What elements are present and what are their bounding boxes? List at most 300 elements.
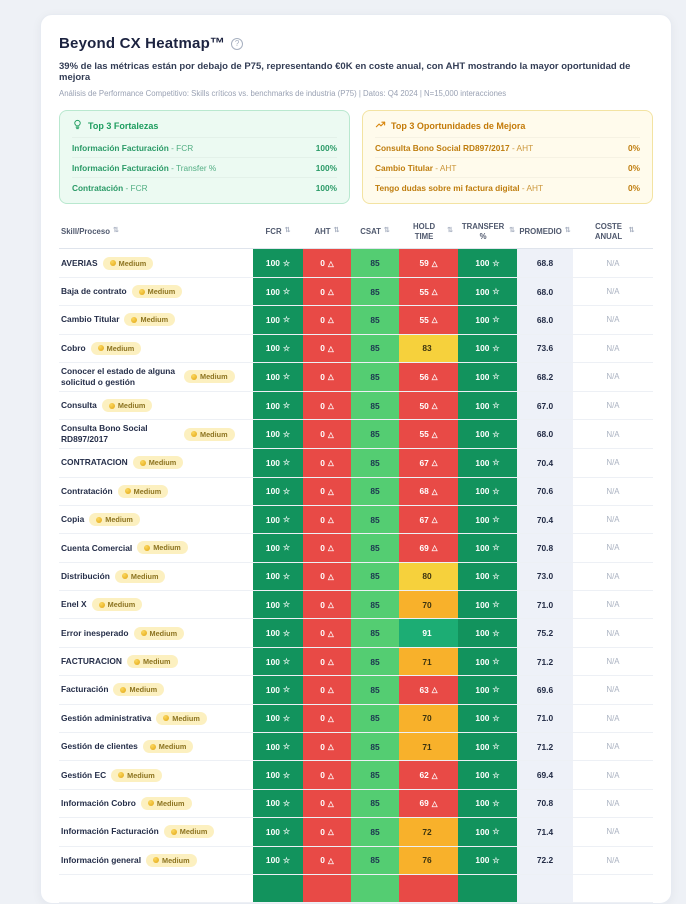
warning-icon: △ bbox=[327, 798, 334, 808]
aht-cell: 0 △ bbox=[303, 648, 351, 675]
star-icon: ☆ bbox=[282, 429, 291, 439]
star-icon: ☆ bbox=[492, 742, 500, 752]
skill-label: Enel X bbox=[61, 599, 87, 610]
badge-label: Medium bbox=[200, 372, 228, 382]
transfer-cell: 100 ☆ bbox=[458, 676, 517, 703]
column-header-skill[interactable]: Skill/Proceso ⇅ bbox=[61, 226, 119, 236]
promedio-cell: 73.0 bbox=[517, 563, 573, 590]
fcr-cell: 100 ☆ bbox=[253, 335, 303, 362]
csat-cell: 85 bbox=[351, 278, 399, 305]
promedio-cell: 70.8 bbox=[517, 790, 573, 817]
fcr-cell: 100 ☆ bbox=[253, 306, 303, 333]
box-list-item bbox=[375, 177, 640, 197]
coste-anual-cell: N/A bbox=[606, 343, 620, 353]
warning-icon: △ bbox=[327, 515, 334, 525]
aht-cell: 0 △ bbox=[303, 249, 351, 276]
medium-badge bbox=[143, 740, 194, 753]
medium-badge bbox=[113, 683, 164, 696]
badge-dot-icon bbox=[148, 800, 154, 806]
badge-dot-icon bbox=[98, 345, 104, 351]
box-item-label: Consulta Bono Social RD897/2017 - AHT bbox=[375, 142, 534, 153]
heatmap-table-body bbox=[59, 249, 653, 903]
star-icon: ☆ bbox=[282, 515, 291, 525]
aht-cell: 0 △ bbox=[303, 420, 351, 448]
badge-label: Medium bbox=[149, 628, 178, 638]
column-header-hold-time[interactable]: HOLD TIME ⇅ bbox=[413, 222, 453, 241]
transfer-cell: 100 ☆ bbox=[458, 563, 517, 590]
skill-cell bbox=[59, 761, 253, 788]
strengths-box bbox=[59, 110, 350, 204]
badge-dot-icon bbox=[125, 488, 131, 494]
star-icon: ☆ bbox=[282, 713, 291, 723]
promedio-cell: 70.6 bbox=[517, 478, 573, 505]
warning-icon: △ bbox=[431, 486, 438, 496]
fcr-cell: 100 ☆ bbox=[253, 506, 303, 533]
coste-anual-cell: N/A bbox=[606, 486, 620, 496]
aht-cell: 0 △ bbox=[303, 363, 351, 391]
coste-anual-cell: N/A bbox=[606, 798, 620, 808]
skill-cell bbox=[59, 790, 253, 817]
warning-icon: △ bbox=[327, 258, 334, 268]
csat-cell: 85 bbox=[351, 847, 399, 874]
fcr-cell: 100 ☆ bbox=[253, 847, 303, 874]
medium-badge bbox=[91, 342, 142, 355]
badge-label: Medium bbox=[129, 685, 158, 695]
star-icon: ☆ bbox=[282, 742, 291, 752]
strengths-title: Top 3 Fortalezas bbox=[88, 120, 159, 131]
csat-cell: 85 bbox=[351, 449, 399, 476]
promedio-cell: 68.2 bbox=[517, 363, 573, 391]
csat-cell: 85 bbox=[351, 478, 399, 505]
promedio-cell: 70.4 bbox=[517, 506, 573, 533]
transfer-cell: 100 ☆ bbox=[458, 534, 517, 561]
table-row bbox=[59, 449, 653, 477]
coste-anual-cell: N/A bbox=[606, 258, 620, 268]
sort-icon: ⇅ bbox=[333, 227, 340, 235]
csat-cell: 85 bbox=[351, 619, 399, 646]
promedio-cell bbox=[517, 875, 573, 902]
warning-icon: △ bbox=[431, 315, 438, 325]
medium-badge bbox=[111, 769, 162, 782]
medium-badge bbox=[146, 854, 197, 867]
box-item-label: Contratación - FCR bbox=[72, 182, 148, 193]
column-header-coste-anual[interactable]: COSTE ANUAL ⇅ bbox=[594, 222, 635, 241]
star-icon: ☆ bbox=[492, 429, 500, 439]
box-item-value: 100% bbox=[315, 162, 337, 173]
star-icon: ☆ bbox=[282, 315, 291, 325]
transfer-cell: 100 ☆ bbox=[458, 591, 517, 618]
skill-cell bbox=[59, 363, 253, 391]
promedio-cell: 72.2 bbox=[517, 847, 573, 874]
skill-cell bbox=[59, 534, 253, 561]
csat-cell: 85 bbox=[351, 506, 399, 533]
star-icon: ☆ bbox=[282, 401, 291, 411]
column-header-csat[interactable]: CSAT ⇅ bbox=[360, 226, 390, 236]
warning-icon: △ bbox=[327, 429, 334, 439]
column-header-transfer[interactable]: TRANSFER % ⇅ bbox=[461, 222, 515, 241]
lightbulb-icon bbox=[72, 119, 83, 132]
star-icon: ☆ bbox=[492, 571, 500, 581]
transfer-cell: 100 ☆ bbox=[458, 449, 517, 476]
badge-dot-icon bbox=[96, 517, 102, 523]
skill-cell bbox=[59, 278, 253, 305]
star-icon: ☆ bbox=[492, 827, 500, 837]
table-row bbox=[59, 278, 653, 306]
csat-cell: 85 bbox=[351, 648, 399, 675]
warning-icon: △ bbox=[431, 287, 438, 297]
warning-icon: △ bbox=[431, 372, 438, 382]
table-row bbox=[59, 392, 653, 420]
coste-anual-cell: N/A bbox=[606, 855, 620, 865]
hold-time-cell: 71 bbox=[399, 648, 458, 675]
fcr-cell: 100 ☆ bbox=[253, 648, 303, 675]
sort-icon: ⇅ bbox=[447, 227, 453, 235]
skill-label: AVERIAS bbox=[61, 257, 98, 268]
star-icon: ☆ bbox=[492, 458, 500, 468]
star-icon: ☆ bbox=[492, 372, 500, 382]
badge-label: Medium bbox=[142, 657, 171, 667]
medium-badge bbox=[92, 598, 143, 611]
hold-time-cell: 55 △ bbox=[399, 278, 458, 305]
badge-label: Medium bbox=[133, 486, 162, 496]
promedio-cell: 68.0 bbox=[517, 420, 573, 448]
transfer-cell bbox=[458, 875, 517, 902]
star-icon: ☆ bbox=[282, 827, 291, 837]
coste-anual-cell: N/A bbox=[606, 372, 620, 382]
promedio-cell: 68.0 bbox=[517, 278, 573, 305]
badge-dot-icon bbox=[131, 317, 137, 323]
hold-time-cell: 59 △ bbox=[399, 249, 458, 276]
aht-cell: 0 △ bbox=[303, 306, 351, 333]
skill-label: Cambio Titular bbox=[61, 314, 120, 325]
promedio-cell: 70.8 bbox=[517, 534, 573, 561]
star-icon: ☆ bbox=[282, 628, 291, 638]
hold-time-cell: 68 △ bbox=[399, 478, 458, 505]
aht-cell: 0 △ bbox=[303, 847, 351, 874]
fcr-cell: 100 ☆ bbox=[253, 478, 303, 505]
column-header-fcr[interactable]: FCR ⇅ bbox=[265, 226, 291, 236]
csat-cell: 85 bbox=[351, 790, 399, 817]
warning-icon: △ bbox=[327, 343, 334, 353]
transfer-cell: 100 ☆ bbox=[458, 420, 517, 448]
hold-time-cell: 67 △ bbox=[399, 506, 458, 533]
table-row bbox=[59, 676, 653, 704]
hold-time-cell: 83 bbox=[399, 335, 458, 362]
warning-icon: △ bbox=[327, 628, 334, 638]
table-row bbox=[59, 506, 653, 534]
promedio-cell: 69.4 bbox=[517, 761, 573, 788]
table-row bbox=[59, 420, 653, 449]
star-icon: ☆ bbox=[492, 315, 500, 325]
skill-label: Información Cobro bbox=[61, 798, 136, 809]
help-icon[interactable]: ? bbox=[231, 38, 243, 50]
hold-time-cell: 55 △ bbox=[399, 306, 458, 333]
coste-anual-cell: N/A bbox=[606, 628, 620, 638]
skill-label: Error inesperado bbox=[61, 627, 129, 638]
coste-anual-cell: N/A bbox=[606, 429, 620, 439]
aht-cell: 0 △ bbox=[303, 335, 351, 362]
badge-label: Medium bbox=[158, 742, 187, 752]
coste-anual-cell: N/A bbox=[606, 515, 620, 525]
badge-dot-icon bbox=[191, 431, 197, 437]
warning-icon: △ bbox=[431, 685, 438, 695]
box-item-label: Tengo dudas sobre mi factura digital - AHT bbox=[375, 182, 544, 193]
skill-cell bbox=[59, 733, 253, 760]
coste-anual-cell: N/A bbox=[606, 543, 620, 553]
aht-cell: 0 △ bbox=[303, 733, 351, 760]
warning-icon: △ bbox=[431, 458, 438, 468]
skill-label: Facturación bbox=[61, 684, 109, 695]
badge-dot-icon bbox=[140, 460, 146, 466]
fcr-cell: 100 ☆ bbox=[253, 563, 303, 590]
table-row bbox=[59, 790, 653, 818]
aht-cell: 0 △ bbox=[303, 278, 351, 305]
table-row bbox=[59, 619, 653, 647]
fcr-cell: 100 ☆ bbox=[253, 591, 303, 618]
csat-cell bbox=[351, 875, 399, 902]
badge-label: Medium bbox=[162, 855, 190, 865]
coste-anual-cell bbox=[573, 875, 653, 902]
csat-cell: 85 bbox=[351, 591, 399, 618]
star-icon: ☆ bbox=[492, 657, 500, 667]
medium-badge bbox=[137, 541, 188, 554]
badge-dot-icon bbox=[171, 829, 177, 835]
warning-icon: △ bbox=[327, 287, 334, 297]
sort-icon: ⇅ bbox=[112, 227, 119, 235]
skill-label: Información Facturación bbox=[61, 826, 159, 837]
transfer-cell: 100 ☆ bbox=[458, 392, 517, 419]
page-title: Beyond CX Heatmap™ bbox=[59, 35, 226, 52]
fcr-cell: 100 ☆ bbox=[253, 619, 303, 646]
hold-time-cell: 63 △ bbox=[399, 676, 458, 703]
fcr-cell: 100 ☆ bbox=[253, 420, 303, 448]
skill-label: Consulta bbox=[61, 400, 97, 411]
table-row bbox=[59, 478, 653, 506]
column-header-promedio[interactable]: PROMEDIO ⇅ bbox=[519, 226, 571, 236]
coste-anual-cell: N/A bbox=[606, 600, 620, 610]
aht-cell: 0 △ bbox=[303, 506, 351, 533]
promedio-cell: 71.0 bbox=[517, 705, 573, 732]
skill-cell bbox=[59, 705, 253, 732]
box-list-item bbox=[375, 157, 640, 177]
fcr-cell bbox=[253, 875, 303, 902]
skill-cell bbox=[59, 648, 253, 675]
hold-time-cell: 91 bbox=[399, 619, 458, 646]
aht-cell: 0 △ bbox=[303, 563, 351, 590]
skill-cell bbox=[59, 249, 253, 276]
table-row bbox=[59, 875, 653, 903]
promedio-cell: 73.6 bbox=[517, 335, 573, 362]
medium-badge bbox=[115, 570, 166, 583]
skill-cell bbox=[59, 306, 253, 333]
csat-cell: 85 bbox=[351, 335, 399, 362]
badge-dot-icon bbox=[153, 857, 159, 863]
skill-label: CONTRATACION bbox=[61, 457, 128, 468]
sort-icon: ⇅ bbox=[284, 227, 291, 235]
csat-cell: 85 bbox=[351, 818, 399, 845]
badge-label: Medium bbox=[117, 401, 146, 411]
coste-anual-cell: N/A bbox=[606, 685, 620, 695]
medium-badge bbox=[156, 712, 207, 725]
opportunities-title: Top 3 Oportunidades de Mejora bbox=[391, 120, 526, 131]
star-icon: ☆ bbox=[282, 258, 291, 268]
fcr-cell: 100 ☆ bbox=[253, 392, 303, 419]
aht-cell: 0 △ bbox=[303, 676, 351, 703]
hold-time-cell: 70 bbox=[399, 591, 458, 618]
sort-icon: ⇅ bbox=[564, 227, 571, 235]
hold-time-cell: 62 △ bbox=[399, 761, 458, 788]
badge-label: Medium bbox=[147, 287, 176, 297]
transfer-cell: 100 ☆ bbox=[458, 733, 517, 760]
badge-dot-icon bbox=[141, 630, 147, 636]
medium-badge bbox=[184, 370, 235, 383]
box-list-item bbox=[375, 137, 640, 157]
warning-icon: △ bbox=[327, 486, 334, 496]
badge-dot-icon bbox=[191, 374, 197, 380]
star-icon: ☆ bbox=[282, 486, 291, 496]
star-icon: ☆ bbox=[492, 287, 500, 297]
opportunities-list bbox=[375, 137, 640, 197]
table-row bbox=[59, 534, 653, 562]
skill-cell bbox=[59, 392, 253, 419]
warning-icon: △ bbox=[327, 372, 334, 382]
aht-cell bbox=[303, 875, 351, 902]
sort-icon: ⇅ bbox=[383, 227, 390, 235]
aht-cell: 0 △ bbox=[303, 478, 351, 505]
transfer-cell: 100 ☆ bbox=[458, 478, 517, 505]
hold-time-cell: 80 bbox=[399, 563, 458, 590]
promedio-cell: 75.2 bbox=[517, 619, 573, 646]
badge-label: Medium bbox=[106, 343, 135, 353]
badge-dot-icon bbox=[118, 772, 124, 778]
badge-dot-icon bbox=[139, 289, 145, 295]
box-item-value: 100% bbox=[315, 182, 337, 193]
hold-time-cell: 69 △ bbox=[399, 534, 458, 561]
star-icon: ☆ bbox=[492, 713, 500, 723]
skill-label: FACTURACION bbox=[61, 656, 122, 667]
medium-badge bbox=[184, 428, 235, 441]
coste-anual-cell: N/A bbox=[606, 713, 620, 723]
warning-icon: △ bbox=[327, 770, 334, 780]
warning-icon: △ bbox=[431, 429, 438, 439]
star-icon: ☆ bbox=[282, 798, 291, 808]
warning-icon: △ bbox=[327, 713, 334, 723]
table-row bbox=[59, 563, 653, 591]
star-icon: ☆ bbox=[282, 571, 291, 581]
coste-anual-cell: N/A bbox=[606, 657, 620, 667]
badge-label: Medium bbox=[148, 458, 177, 468]
star-icon: ☆ bbox=[282, 685, 291, 695]
skill-cell bbox=[59, 847, 253, 874]
warning-icon: △ bbox=[327, 571, 334, 581]
star-icon: ☆ bbox=[492, 855, 500, 865]
hold-time-cell: 56 △ bbox=[399, 363, 458, 391]
transfer-cell: 100 ☆ bbox=[458, 818, 517, 845]
coste-anual-cell: N/A bbox=[606, 770, 620, 780]
meta-text: Análisis de Performance Competitivo: Skills críticos vs. benchmarks de industria (P75) | Datos: Q4 2024 | N=15,000 interacciones bbox=[59, 89, 507, 98]
badge-dot-icon bbox=[163, 715, 169, 721]
star-icon: ☆ bbox=[492, 543, 500, 553]
box-item-value: 0% bbox=[628, 162, 640, 173]
medium-badge bbox=[103, 257, 154, 270]
star-icon: ☆ bbox=[282, 372, 291, 382]
medium-badge bbox=[124, 313, 175, 326]
warning-icon: △ bbox=[327, 315, 334, 325]
hold-time-cell: 67 △ bbox=[399, 449, 458, 476]
hold-time-cell: 70 bbox=[399, 705, 458, 732]
table-row bbox=[59, 847, 653, 875]
aht-cell: 0 △ bbox=[303, 705, 351, 732]
fcr-cell: 100 ☆ bbox=[253, 278, 303, 305]
aht-cell: 0 △ bbox=[303, 392, 351, 419]
badge-label: Medium bbox=[127, 770, 155, 780]
box-list-item bbox=[72, 137, 337, 157]
medium-badge bbox=[132, 285, 183, 298]
box-item-value: 100% bbox=[315, 142, 337, 153]
skill-cell bbox=[59, 676, 253, 703]
warning-icon: △ bbox=[327, 657, 334, 667]
table-row bbox=[59, 705, 653, 733]
star-icon: ☆ bbox=[492, 401, 500, 411]
skill-label: Cobro bbox=[61, 342, 86, 353]
box-item-label: Información Facturación - FCR bbox=[72, 142, 194, 153]
skill-cell bbox=[59, 420, 253, 448]
badge-label: Medium bbox=[156, 798, 185, 808]
hold-time-cell bbox=[399, 875, 458, 902]
table-row bbox=[59, 761, 653, 789]
badge-label: Medium bbox=[140, 315, 169, 325]
aht-cell: 0 △ bbox=[303, 591, 351, 618]
transfer-cell: 100 ☆ bbox=[458, 506, 517, 533]
aht-cell: 0 △ bbox=[303, 619, 351, 646]
fcr-cell: 100 ☆ bbox=[253, 818, 303, 845]
medium-badge bbox=[141, 797, 192, 810]
warning-icon: △ bbox=[327, 742, 334, 752]
fcr-cell: 100 ☆ bbox=[253, 733, 303, 760]
transfer-cell: 100 ☆ bbox=[458, 335, 517, 362]
hold-time-cell: 50 △ bbox=[399, 392, 458, 419]
star-icon: ☆ bbox=[282, 543, 291, 553]
table-row bbox=[59, 363, 653, 392]
badge-label: Medium bbox=[172, 713, 200, 723]
csat-cell: 85 bbox=[351, 733, 399, 760]
badge-dot-icon bbox=[109, 403, 115, 409]
promedio-cell: 71.0 bbox=[517, 591, 573, 618]
star-icon: ☆ bbox=[492, 770, 500, 780]
star-icon: ☆ bbox=[492, 685, 500, 695]
table-row bbox=[59, 591, 653, 619]
hold-time-cell: 55 △ bbox=[399, 420, 458, 448]
fcr-cell: 100 ☆ bbox=[253, 676, 303, 703]
column-header-aht[interactable]: AHT ⇅ bbox=[314, 226, 340, 236]
badge-label: Medium bbox=[179, 827, 208, 837]
promedio-cell: 67.0 bbox=[517, 392, 573, 419]
table-header-row bbox=[59, 216, 653, 249]
hold-time-cell: 76 bbox=[399, 847, 458, 874]
star-icon: ☆ bbox=[492, 798, 500, 808]
promedio-cell: 71.2 bbox=[517, 733, 573, 760]
csat-cell: 85 bbox=[351, 249, 399, 276]
skill-label: Contratación bbox=[61, 485, 113, 496]
transfer-cell: 100 ☆ bbox=[458, 847, 517, 874]
fcr-cell: 100 ☆ bbox=[253, 363, 303, 391]
badge-dot-icon bbox=[122, 573, 128, 579]
warning-icon: △ bbox=[431, 543, 438, 553]
csat-cell: 85 bbox=[351, 676, 399, 703]
star-icon: ☆ bbox=[282, 343, 291, 353]
csat-cell: 85 bbox=[351, 761, 399, 788]
csat-cell: 85 bbox=[351, 306, 399, 333]
